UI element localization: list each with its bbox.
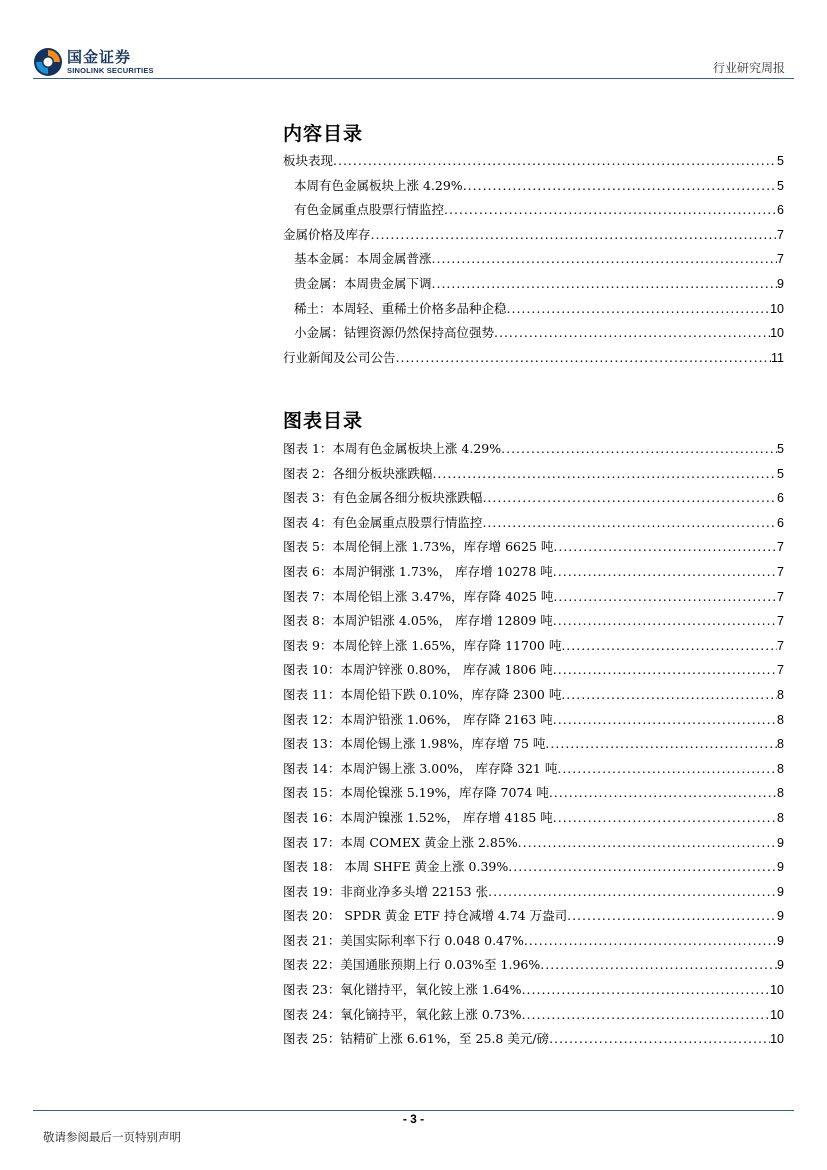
dot-leader [553, 658, 777, 683]
figure-entry-page: 7 [777, 638, 784, 653]
toc-entry[interactable] [283, 198, 784, 223]
dot-leader [333, 149, 777, 174]
figure-entry-label: 图表 5：本周伦铜上涨 1.73%，库存增 6625 吨 [283, 539, 554, 555]
dot-leader [553, 708, 777, 733]
toc-entry-label: 稀土：本周轻、重稀土价格多品种企稳 [294, 300, 507, 316]
figure-entry[interactable] [283, 855, 784, 880]
dot-leader [553, 806, 777, 831]
toc-entry-page: 11 [771, 350, 784, 365]
figure-entry-page: 8 [777, 786, 784, 801]
figure-entry[interactable] [283, 880, 784, 905]
figure-entry-label: 图表 10：本周沪锌涨 0.80%， 库存减 1806 吨 [283, 662, 553, 678]
figure-entry-page: 8 [777, 810, 784, 825]
sinolink-logo-icon [33, 47, 63, 77]
figure-entry-page: 8 [777, 712, 784, 727]
report-type: 行业研究周报 [712, 61, 785, 75]
figure-entry-page: 7 [777, 589, 784, 604]
figure-entry[interactable] [283, 904, 784, 929]
toc-entry[interactable] [283, 346, 784, 371]
dot-leader [557, 757, 777, 782]
figure-entry[interactable] [283, 757, 784, 782]
dot-leader [463, 174, 777, 199]
figure-entry-page: 9 [777, 884, 784, 899]
dot-leader [432, 272, 778, 297]
figure-entry[interactable] [283, 929, 784, 954]
figure-entry-label: 图表 18： 本周 SHFE 黄金上涨 0.39% [283, 859, 509, 875]
figure-entry-label: 图表 11：本周伦铅下跌 0.10%，库存降 2300 吨 [283, 686, 562, 702]
dot-leader [518, 831, 777, 856]
toc-entry[interactable] [283, 174, 784, 199]
toc-entry[interactable] [283, 247, 784, 272]
figure-entry[interactable] [283, 560, 784, 585]
figure-entry-page: 9 [777, 860, 784, 875]
figures-title: 图表目录 [283, 410, 364, 432]
figure-entry-label: 图表 8：本周沪铝涨 4.05%， 库存增 12809 吨 [283, 613, 553, 629]
figure-entry-page: 6 [777, 515, 784, 530]
figure-entry-label: 图表 12：本周沪铅涨 1.06%， 库存降 2163 吨 [283, 711, 553, 727]
figure-entry[interactable] [283, 781, 784, 806]
dot-leader [501, 437, 777, 462]
logo-english-name: SINOLINK SECURITIES [67, 66, 154, 75]
figure-entry[interactable] [283, 831, 784, 856]
figure-entry-page: 8 [777, 687, 784, 702]
toc-entry-page: 10 [770, 326, 784, 341]
figure-entry[interactable] [283, 683, 784, 708]
figure-entry-page: 5 [777, 442, 784, 456]
figure-entry[interactable] [283, 953, 784, 978]
toc-entry-page: 9 [777, 276, 784, 291]
figure-entry-page: 5 [777, 466, 784, 481]
dot-leader [549, 1027, 770, 1052]
figure-entry[interactable] [283, 511, 784, 536]
dot-leader [482, 486, 777, 511]
figure-entry-label: 图表 21：美国实际利率下行 0.048 0.47% [283, 932, 524, 948]
figure-entry-label: 图表 23：氧化镨持平，氧化铵上涨 1.64% [283, 982, 522, 998]
figure-entry[interactable] [283, 658, 784, 683]
dot-leader [545, 732, 777, 757]
figure-entry-label: 图表 24：氧化镝持平，氧化鉉上涨 0.73% [283, 1006, 522, 1022]
logo [33, 47, 154, 77]
dot-leader [432, 462, 777, 487]
toc-entry[interactable] [283, 149, 784, 174]
toc-entry-label: 板块表现 [283, 153, 334, 168]
figure-entry[interactable] [283, 462, 784, 487]
figure-entry[interactable] [283, 535, 784, 560]
toc-entry-page: 6 [777, 203, 784, 218]
figure-entry-label: 图表 14：本周沪锡上涨 3.00%， 库存降 321 吨 [283, 760, 558, 776]
figure-entry-label: 图表 6：本周沪铜涨 1.73%， 库存增 10278 吨 [283, 563, 553, 579]
dot-leader [444, 198, 777, 223]
dot-leader [524, 929, 777, 954]
toc-entry-page: 7 [777, 227, 784, 242]
figure-entry-page: 7 [777, 614, 784, 629]
figure-entry-label: 图表 3：有色金属各细分板块涨跌幅 [283, 490, 483, 506]
toc-title: 内容目录 [283, 123, 364, 145]
disclaimer: 敬请参阅最后一页特别声明 [43, 1130, 181, 1144]
figure-entry-page: 7 [777, 663, 784, 678]
toc-entry-page: 5 [777, 154, 784, 168]
dot-leader [549, 781, 777, 806]
figure-entry-page: 9 [777, 835, 784, 850]
dot-leader [561, 634, 777, 659]
dot-leader [508, 855, 777, 880]
figures-list [283, 437, 784, 1052]
dot-leader [561, 683, 777, 708]
figure-entry[interactable] [283, 486, 784, 511]
header-rule [33, 78, 794, 79]
toc-entry[interactable] [283, 321, 784, 346]
figure-entry[interactable] [283, 978, 784, 1003]
page-number: - 3 - [402, 1112, 425, 1126]
figure-entry[interactable] [283, 732, 784, 757]
dot-leader [522, 1003, 771, 1028]
toc-entry-page: 5 [777, 178, 784, 193]
toc-list [283, 149, 784, 370]
toc-entry-label: 金属价格及库存 [283, 226, 371, 242]
figure-entry[interactable] [283, 1003, 784, 1028]
figure-entry-label: 图表 2：各细分板块涨跌幅 [283, 465, 433, 481]
figure-entry[interactable] [283, 634, 784, 659]
figure-entry-page: 7 [777, 564, 784, 579]
toc-entry-label: 本周有色金属板块上涨 4.29% [294, 177, 463, 193]
dot-leader [488, 880, 777, 905]
figure-entry-page: 9 [777, 958, 784, 973]
figure-entry-page: 10 [770, 1007, 784, 1022]
toc-entry-label: 基本金属：本周金属普涨 [294, 251, 432, 267]
figure-entry-page: 8 [777, 737, 784, 752]
figure-entry-page: 6 [777, 491, 784, 506]
figure-entry-label: 图表 22：美国通胀预期上行 0.03%至 1.96% [283, 957, 541, 973]
figure-entry-label: 图表 20： SPDR 黄金 ETF 持仓减增 4.74 万盎司 [283, 908, 568, 924]
figure-entry-label: 图表 4：有色金属重点股票行情监控 [283, 514, 483, 530]
dot-leader [553, 609, 777, 634]
dot-leader [432, 247, 778, 272]
figure-entry[interactable] [283, 609, 784, 634]
dot-leader [494, 321, 770, 346]
figure-entry-page: 10 [770, 1032, 784, 1047]
toc-entry-label: 行业新闻及公司公告 [283, 349, 396, 365]
figure-entry-page: 7 [777, 540, 784, 555]
toc-entry-label: 贵金属：本周贵金属下调 [294, 275, 432, 291]
toc-entry-label: 小金属：钴锂资源仍然保持高位强势 [294, 325, 495, 341]
figure-entry-label: 图表 25：钴精矿上涨 6.61%，至 25.8 美元/磅 [283, 1031, 550, 1047]
toc-entry-page: 7 [777, 252, 784, 267]
logo-chinese-name: 国金证券 [67, 48, 132, 66]
figure-entry-label: 图表 7：本周伦铝上涨 3.47%，库存降 4025 吨 [283, 588, 554, 604]
dot-leader [567, 904, 777, 929]
dot-leader [396, 346, 772, 371]
dot-leader [553, 560, 777, 585]
figure-entry-page: 9 [777, 933, 784, 948]
figure-entry-page: 10 [770, 983, 784, 998]
figure-entry-label: 图表 9：本周伦锌上涨 1.65%，库存降 11700 吨 [283, 637, 562, 653]
figure-entry-label: 图表 17：本周 COMEX 黄金上涨 2.85% [283, 834, 518, 850]
dot-leader [553, 535, 777, 560]
figure-entry[interactable] [283, 437, 784, 462]
figure-entry-page: 8 [777, 761, 784, 776]
figure-entry[interactable] [283, 806, 784, 831]
figure-entry-label: 图表 15：本周伦镍涨 5.19%，库存降 7074 吨 [283, 785, 549, 801]
dot-leader [553, 585, 777, 610]
figure-entry-label: 图表 1：本周有色金属板块上涨 4.29% [283, 441, 502, 456]
toc-entry[interactable] [283, 223, 784, 248]
figure-entry-label: 图表 19：非商业净多头增 22153 张 [283, 883, 489, 899]
dot-leader [540, 953, 777, 978]
figure-entry-label: 图表 16：本周沪镍涨 1.52%， 库存增 4185 吨 [283, 809, 553, 825]
figure-entry-page: 9 [777, 909, 784, 924]
figure-entry[interactable] [283, 708, 784, 733]
toc-entry-label: 有色金属重点股票行情监控 [294, 202, 445, 218]
figure-entry[interactable] [283, 1027, 784, 1052]
figure-entry-label: 图表 13：本周伦锡上涨 1.98%，库存增 75 吨 [283, 736, 546, 752]
dot-leader [371, 223, 778, 248]
dot-leader [522, 978, 771, 1003]
dot-leader [482, 511, 777, 536]
figure-entry[interactable] [283, 585, 784, 610]
dot-leader [507, 297, 771, 322]
toc-entry-page: 10 [770, 301, 784, 316]
toc-entry[interactable] [283, 272, 784, 297]
toc-entry[interactable] [283, 297, 784, 322]
footer-rule [33, 1110, 794, 1111]
